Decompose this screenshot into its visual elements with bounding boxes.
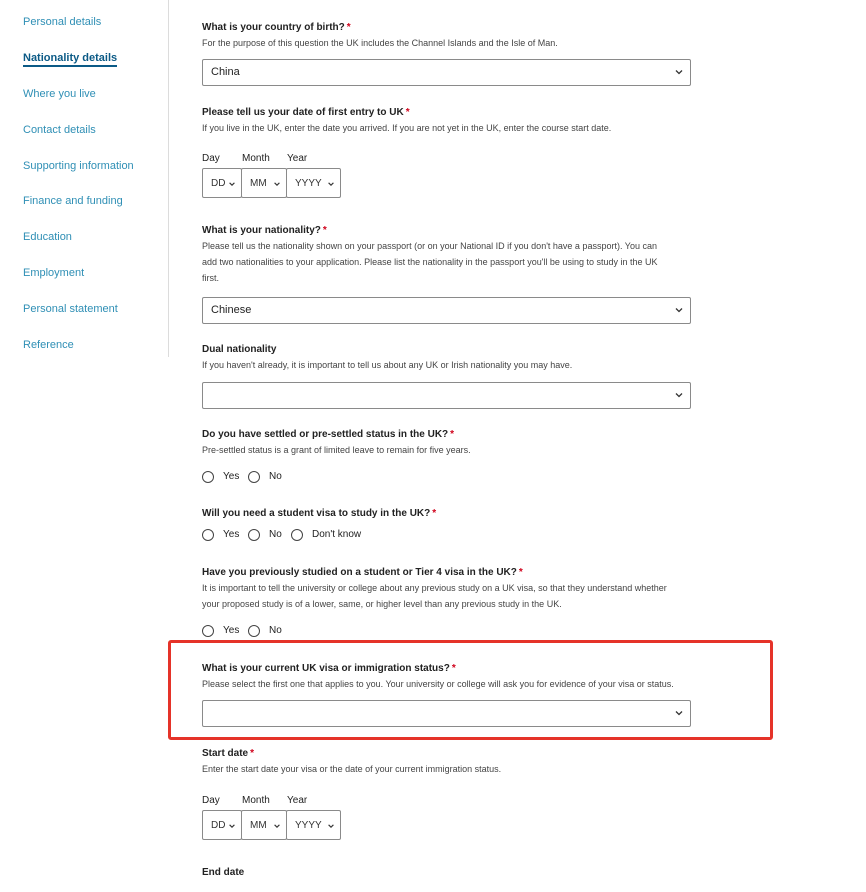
- student-visa-question: [202, 508, 742, 519]
- year-value: YYYY: [295, 178, 322, 189]
- radio-circle[interactable]: [248, 529, 260, 541]
- start-date-question: [202, 748, 742, 777]
- section-sidebar: [0, 0, 169, 357]
- month-value: MM: [250, 820, 267, 831]
- end-date-question: [202, 867, 742, 878]
- nationality-hint-line: add two nationalities to your application. Please list the nationality in the passport you'll be using to study in the UK: [202, 257, 658, 267]
- radio-circle[interactable]: [291, 529, 303, 541]
- sidebar-item-employment[interactable]: Employment: [23, 267, 85, 279]
- first-entry-year-select[interactable]: [286, 168, 341, 198]
- dual-nationality-hint: If you haven't already, it is important to tell us about any UK or Irish nationality you may have.: [202, 360, 573, 370]
- radio-label: Don't know: [312, 529, 362, 540]
- required-marker: *: [250, 748, 255, 759]
- radio-label: No: [269, 529, 282, 540]
- dual-nationality-question: [202, 344, 742, 373]
- sidebar-item-personal-statement[interactable]: Personal statement: [23, 303, 118, 315]
- previous-study-hint-line: your proposed study is of a lower, same, or higher level than any previous study in the UK.: [202, 599, 562, 609]
- chevron-down-icon: [327, 822, 335, 830]
- required-marker: *: [432, 508, 437, 519]
- visa-status-label: What is your current UK visa or immigration status?: [202, 663, 450, 674]
- student-visa-label: Will you need a student visa to study in the UK?: [202, 508, 431, 519]
- previous-study-label: Have you previously studied on a student or Tier 4 visa in the UK?: [202, 567, 517, 578]
- sidebar-item-personal-details[interactable]: Personal details: [23, 16, 102, 28]
- sidebar-item-nationality-details[interactable]: Nationality details: [23, 52, 117, 67]
- dual-nationality-select[interactable]: [202, 382, 691, 409]
- country-of-birth-select[interactable]: [202, 59, 691, 86]
- start-date-month-select[interactable]: [241, 810, 287, 840]
- chevron-down-icon: [674, 67, 684, 77]
- month-value: MM: [250, 178, 267, 189]
- country-of-birth-label: What is your country of birth?: [202, 22, 345, 33]
- first-entry-label: Please tell us your date of first entry to UK: [202, 107, 404, 118]
- required-marker: *: [518, 567, 523, 578]
- day-label: Day: [202, 153, 220, 164]
- settled-status-question: [202, 429, 742, 458]
- required-marker: *: [451, 663, 456, 674]
- required-marker: *: [346, 22, 351, 33]
- year-label: Year: [287, 153, 308, 164]
- start-date-hint: Enter the start date your visa or the date of your current immigration status.: [202, 764, 502, 774]
- chevron-down-icon: [327, 180, 335, 188]
- required-marker: *: [450, 429, 455, 440]
- start-date-label: Start date: [202, 748, 249, 759]
- country-of-birth-hint: For the purpose of this question the UK includes the Channel Islands and the Isle of Man.: [202, 38, 558, 48]
- day-label: Day: [202, 795, 220, 806]
- settled-status-hint: Pre-settled status is a grant of limited leave to remain for five years.: [202, 445, 471, 455]
- sidebar-item-supporting-information[interactable]: Supporting information: [23, 160, 134, 172]
- start-date-day-select[interactable]: [202, 810, 242, 840]
- sidebar-item-education[interactable]: Education: [23, 231, 72, 243]
- nationality-select[interactable]: [202, 297, 691, 324]
- year-value: YYYY: [295, 820, 322, 831]
- first-entry-hint: If you live in the UK, enter the date you arrived. If you are not yet in the UK, enter the course start date.: [202, 123, 612, 133]
- day-value: DD: [211, 178, 226, 189]
- radio-circle[interactable]: [248, 471, 260, 483]
- sidebar-item-contact-details[interactable]: Contact details: [23, 124, 96, 136]
- month-label: Month: [242, 153, 270, 164]
- previous-study-hint: [202, 580, 742, 612]
- radio-label: No: [269, 625, 282, 636]
- radio-circle[interactable]: [202, 625, 214, 637]
- radio-label: Yes: [223, 529, 240, 540]
- year-label: Year: [287, 795, 308, 806]
- required-marker: *: [322, 225, 327, 236]
- country-of-birth-value: China: [211, 66, 240, 78]
- day-value: DD: [211, 820, 226, 831]
- nationality-hint-line: Please tell us the nationality shown on your passport (or on your National ID if you don't have a passport). You can: [202, 241, 657, 251]
- sidebar-item-where-you-live[interactable]: Where you live: [23, 88, 96, 100]
- start-date-year-select[interactable]: [286, 810, 341, 840]
- first-entry-question: [202, 107, 742, 136]
- nationality-hint: [202, 238, 742, 286]
- sidebar-item-reference[interactable]: Reference: [23, 339, 74, 351]
- end-date-label: End date: [202, 867, 245, 878]
- visa-status-hint: Please select the first one that applies to you. Your university or college will ask you for evidence of your visa or status.: [202, 679, 674, 689]
- radio-label: Yes: [223, 625, 240, 636]
- previous-study-hint-line: It is important to tell the university or college about any previous study on a UK visa, so that they understand whether: [202, 583, 667, 593]
- dual-nationality-label: Dual nationality: [202, 344, 277, 355]
- chevron-down-icon: [273, 822, 281, 830]
- chevron-down-icon: [228, 822, 236, 830]
- first-entry-month-select[interactable]: [241, 168, 287, 198]
- nationality-question: [202, 225, 742, 286]
- previous-study-question: [202, 567, 742, 612]
- chevron-down-icon: [228, 180, 236, 188]
- sidebar-item-finance-and-funding[interactable]: Finance and funding: [23, 195, 123, 207]
- radio-label: Yes: [223, 471, 240, 482]
- radio-circle[interactable]: [248, 625, 260, 637]
- country-of-birth-question: [202, 22, 742, 51]
- highlight-box: [168, 640, 773, 740]
- required-marker: *: [405, 107, 410, 118]
- chevron-down-icon: [674, 390, 684, 400]
- radio-circle[interactable]: [202, 471, 214, 483]
- nationality-value: Chinese: [211, 304, 252, 316]
- chevron-down-icon: [674, 305, 684, 315]
- nationality-label: What is your nationality?: [202, 225, 321, 236]
- first-entry-day-select[interactable]: [202, 168, 242, 198]
- settled-status-label: Do you have settled or pre-settled status in the UK?: [202, 429, 449, 440]
- nationality-hint-line: first.: [202, 273, 219, 283]
- radio-circle[interactable]: [202, 529, 214, 541]
- radio-label: No: [269, 471, 282, 482]
- chevron-down-icon: [273, 180, 281, 188]
- month-label: Month: [242, 795, 270, 806]
